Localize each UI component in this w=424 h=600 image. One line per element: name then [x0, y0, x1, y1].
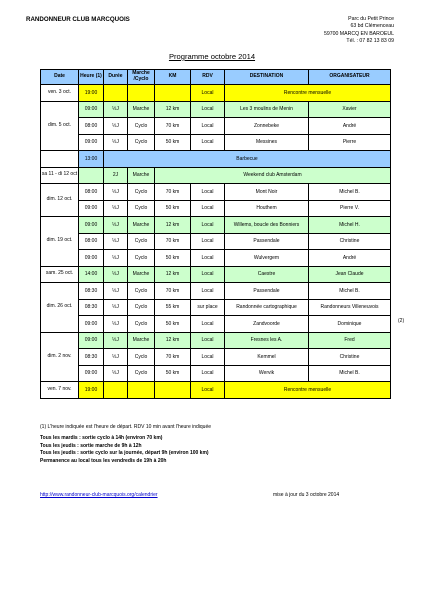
- row-organisateur: Michel B.: [309, 184, 391, 201]
- row-heure: 09:00: [79, 365, 104, 382]
- row-km: 50 km: [155, 250, 191, 267]
- table-row: [41, 266, 391, 283]
- update-date: mise à jour du 3 octobre 2014: [273, 492, 340, 498]
- row-duree: ½J: [104, 349, 128, 366]
- row-type: Cyclo: [128, 118, 155, 135]
- notes-block: [40, 424, 211, 466]
- row-heure: 09:00: [79, 200, 104, 217]
- program-title-wrap: [0, 52, 424, 61]
- row-organisateur: Christine: [309, 349, 391, 366]
- row-km: 55 km: [155, 299, 191, 316]
- row-heure: 19:00: [79, 85, 104, 102]
- row-destination: Houthem: [225, 200, 309, 217]
- row-km: [155, 382, 191, 399]
- row-km: 50 km: [155, 200, 191, 217]
- row-duree: [104, 382, 128, 399]
- row-type: Cyclo: [128, 184, 155, 201]
- row-duree: 2J: [104, 167, 128, 184]
- row-type: Cyclo: [128, 200, 155, 217]
- row-destination: Messines: [225, 134, 309, 151]
- row-heure: 08:30: [79, 349, 104, 366]
- row-destination: Wulvergem: [225, 250, 309, 267]
- row-organisateur: Fred: [309, 332, 391, 349]
- row-km: 70 km: [155, 184, 191, 201]
- row-organisateur: André: [309, 118, 391, 135]
- row-rdv: Local: [191, 85, 225, 102]
- row-destination: Wervik: [225, 365, 309, 382]
- row-heure: 19:00: [79, 382, 104, 399]
- row-rdv: Local: [191, 266, 225, 283]
- table-row: [41, 332, 391, 349]
- col-header-type: Marche /Cyclo: [128, 70, 155, 85]
- row-duree: ½J: [104, 118, 128, 135]
- club-address: [324, 16, 394, 46]
- row-duree: ½J: [104, 316, 128, 333]
- table-row: [41, 167, 391, 184]
- address-line: Parc du Petit Prince: [348, 16, 394, 22]
- row-organisateur: Pierre: [309, 134, 391, 151]
- row-type: Marche: [128, 332, 155, 349]
- row-date: dim. 19 oct.: [41, 217, 79, 267]
- row-event: Weekend club Amsterdam: [155, 167, 391, 184]
- table-row: [41, 184, 391, 201]
- row-km: 70 km: [155, 349, 191, 366]
- row-duree: ½J: [104, 134, 128, 151]
- row-heure: 08:30: [79, 299, 104, 316]
- table-row: [41, 382, 391, 399]
- row-km: 50 km: [155, 134, 191, 151]
- row-organisateur: Michel B.: [309, 365, 391, 382]
- row-type: Marche: [128, 266, 155, 283]
- col-header-heure: Heure (1): [79, 70, 104, 85]
- row-rdv: Local: [191, 118, 225, 135]
- row-organisateur: Christine: [309, 233, 391, 250]
- row-organisateur: Dominique: [309, 316, 391, 333]
- address-line: 59700 MARCQ EN BAROEUL: [323, 30, 394, 37]
- row-heure: 09:00: [79, 101, 104, 118]
- row-date: dim. 2 nov.: [41, 332, 79, 382]
- note-line: Tous les mardis : sortie cyclo à 14h (environ 70 km): [40, 435, 163, 442]
- row-heure: 08:00: [79, 233, 104, 250]
- row-duree: ½J: [104, 217, 128, 234]
- col-header-duree: Durée: [104, 70, 128, 85]
- calendar-link[interactable]: http://www.randonneur-club-marcquois.org/calendrier: [40, 492, 158, 498]
- row-km: [155, 85, 191, 102]
- row-duree: ½J: [104, 200, 128, 217]
- heure-footnote: (1) L'heure indiquée est l'heure de départ. RDV 10 min avant l'heure indiquée: [40, 424, 212, 430]
- row-destination: Fresnes les A.: [225, 332, 309, 349]
- row-duree: ½J: [104, 283, 128, 300]
- row-rdv: Local: [191, 365, 225, 382]
- row-type: Cyclo: [128, 233, 155, 250]
- row-km: 50 km: [155, 365, 191, 382]
- table-row: [41, 217, 391, 234]
- row-date: ven. 7 nov.: [41, 382, 79, 399]
- row-heure: 09:00: [79, 134, 104, 151]
- address-line: 63 bd Clémenceau: [350, 23, 394, 30]
- row-event: Barbecue: [104, 151, 391, 168]
- row-rdv: Local: [191, 217, 225, 234]
- table-row: [41, 134, 391, 151]
- row-destination: Les 3 moulins de Menin: [225, 101, 309, 118]
- row-rdv: sur place: [191, 299, 225, 316]
- row-rdv: Local: [191, 316, 225, 333]
- table-row: [41, 349, 391, 366]
- row-organisateur: Jean Claude: [309, 266, 391, 283]
- table-row: [41, 365, 391, 382]
- row-type: [128, 85, 155, 102]
- row-type: Marche: [128, 217, 155, 234]
- row-type: Cyclo: [128, 349, 155, 366]
- table-row: [41, 250, 391, 267]
- address-phone: Tél. : 07 82 13 83 09: [346, 38, 394, 45]
- row-organisateur: Randonneurs Villeneuvois: [309, 299, 391, 316]
- table-row: [41, 85, 391, 102]
- table-row: [41, 101, 391, 118]
- row-duree: ½J: [104, 250, 128, 267]
- row-type: Cyclo: [128, 365, 155, 382]
- row-km: 50 km: [155, 316, 191, 333]
- row-organisateur: André: [309, 250, 391, 267]
- table-row: [41, 200, 391, 217]
- row-destination: Kemmel: [225, 349, 309, 366]
- row-rdv: Local: [191, 332, 225, 349]
- row-duree: ½J: [104, 233, 128, 250]
- table-row: [41, 299, 391, 316]
- row-date: sam. 25 oct.: [41, 266, 79, 283]
- row-km: 12 km: [155, 101, 191, 118]
- row-event: Rencontre mensuelle: [225, 382, 391, 399]
- row-km: 70 km: [155, 118, 191, 135]
- row-duree: ½J: [104, 332, 128, 349]
- row-type: Marche: [128, 167, 155, 184]
- row-destination: Zandvoorde: [225, 316, 309, 333]
- table-row: [41, 283, 391, 300]
- row-heure: 13:00: [79, 151, 104, 168]
- row-rdv: Local: [191, 250, 225, 267]
- row-km: 12 km: [155, 332, 191, 349]
- row-heure: 09:00: [79, 250, 104, 267]
- row-heure: 08:30: [79, 283, 104, 300]
- col-header-rdv: RDV: [191, 70, 225, 85]
- row-destination: Passendale: [225, 283, 309, 300]
- row-date: dim. 12 oct.: [41, 184, 79, 217]
- note-line: Permanence au local tous les vendredis de 19h à 20h: [40, 457, 167, 464]
- row-destination: Willems, boucle des Bonniers: [225, 217, 309, 234]
- row-duree: ½J: [104, 184, 128, 201]
- row-duree: [104, 85, 128, 102]
- row-heure: 14:00: [79, 266, 104, 283]
- club-name: RANDONNEUR CLUB MARCQUOIS: [26, 16, 130, 23]
- row-km: 12 km: [155, 217, 191, 234]
- row-date: sa 11 - di 12 oct: [41, 167, 79, 184]
- row-km: 70 km: [155, 283, 191, 300]
- row-organisateur: Pierre V.: [309, 200, 391, 217]
- col-header-organisateur: ORGANISATEUR: [309, 70, 391, 85]
- program-title: Programme octobre 2014: [168, 52, 256, 61]
- row-organisateur: Michel H.: [309, 217, 391, 234]
- row-organisateur: Xavier: [309, 101, 391, 118]
- row-type: Cyclo: [128, 134, 155, 151]
- note-line: Tous les jeudis : sortie cyclo sur la journée, départ 9h (environ 100 km): [40, 450, 209, 457]
- row-km: 70 km: [155, 233, 191, 250]
- row-date: [41, 151, 79, 168]
- row-type: [128, 382, 155, 399]
- row-destination: Mont Noir: [225, 184, 309, 201]
- row-type: Cyclo: [128, 299, 155, 316]
- table-row: [41, 151, 391, 168]
- table-row: [41, 233, 391, 250]
- row-duree: ½J: [104, 365, 128, 382]
- row-event: Rencontre mensuelle: [225, 85, 391, 102]
- row-rdv: Local: [191, 233, 225, 250]
- row-destination: Randonnée cartographique: [225, 299, 309, 316]
- row-heure: 09:00: [79, 316, 104, 333]
- row-duree: ½J: [104, 299, 128, 316]
- row-date: ven. 3 oct.: [41, 85, 79, 102]
- row-heure: 09:00: [79, 217, 104, 234]
- table-body: [41, 85, 391, 399]
- row-type: Cyclo: [128, 283, 155, 300]
- row-rdv: Local: [191, 184, 225, 201]
- row-duree: ½J: [104, 101, 128, 118]
- row-destination: Caestre: [225, 266, 309, 283]
- row-note-marker: (2): [398, 318, 405, 324]
- row-type: Marche: [128, 101, 155, 118]
- row-organisateur: Michel B.: [309, 283, 391, 300]
- program-table: [40, 69, 391, 399]
- row-type: Cyclo: [128, 316, 155, 333]
- col-header-date: Date: [41, 70, 79, 85]
- row-heure: 09:00: [79, 332, 104, 349]
- row-rdv: Local: [191, 349, 225, 366]
- row-date: dim. 26 oct.: [41, 283, 79, 333]
- row-heure: 08:00: [79, 118, 104, 135]
- table-row: [41, 118, 391, 135]
- note-line: Tous les jeudis : sortie marche de 9h à 12h: [40, 442, 142, 449]
- row-rdv: Local: [191, 283, 225, 300]
- row-destination: Passendale: [225, 233, 309, 250]
- col-header-km: KM: [155, 70, 191, 85]
- row-date: dim. 5 oct.: [41, 101, 79, 151]
- table-header-row: [41, 70, 391, 85]
- col-header-destination: DESTINATION: [225, 70, 309, 85]
- row-km: 12 km: [155, 266, 191, 283]
- row-duree: ½J: [104, 266, 128, 283]
- row-heure: 08:00: [79, 184, 104, 201]
- row-rdv: Local: [191, 101, 225, 118]
- row-rdv: Local: [191, 134, 225, 151]
- table-row: [41, 316, 391, 333]
- row-type: Cyclo: [128, 250, 155, 267]
- row-rdv: Local: [191, 382, 225, 399]
- row-destination: Zonnebeke: [225, 118, 309, 135]
- row-rdv: Local: [191, 200, 225, 217]
- row-heure: [79, 167, 104, 184]
